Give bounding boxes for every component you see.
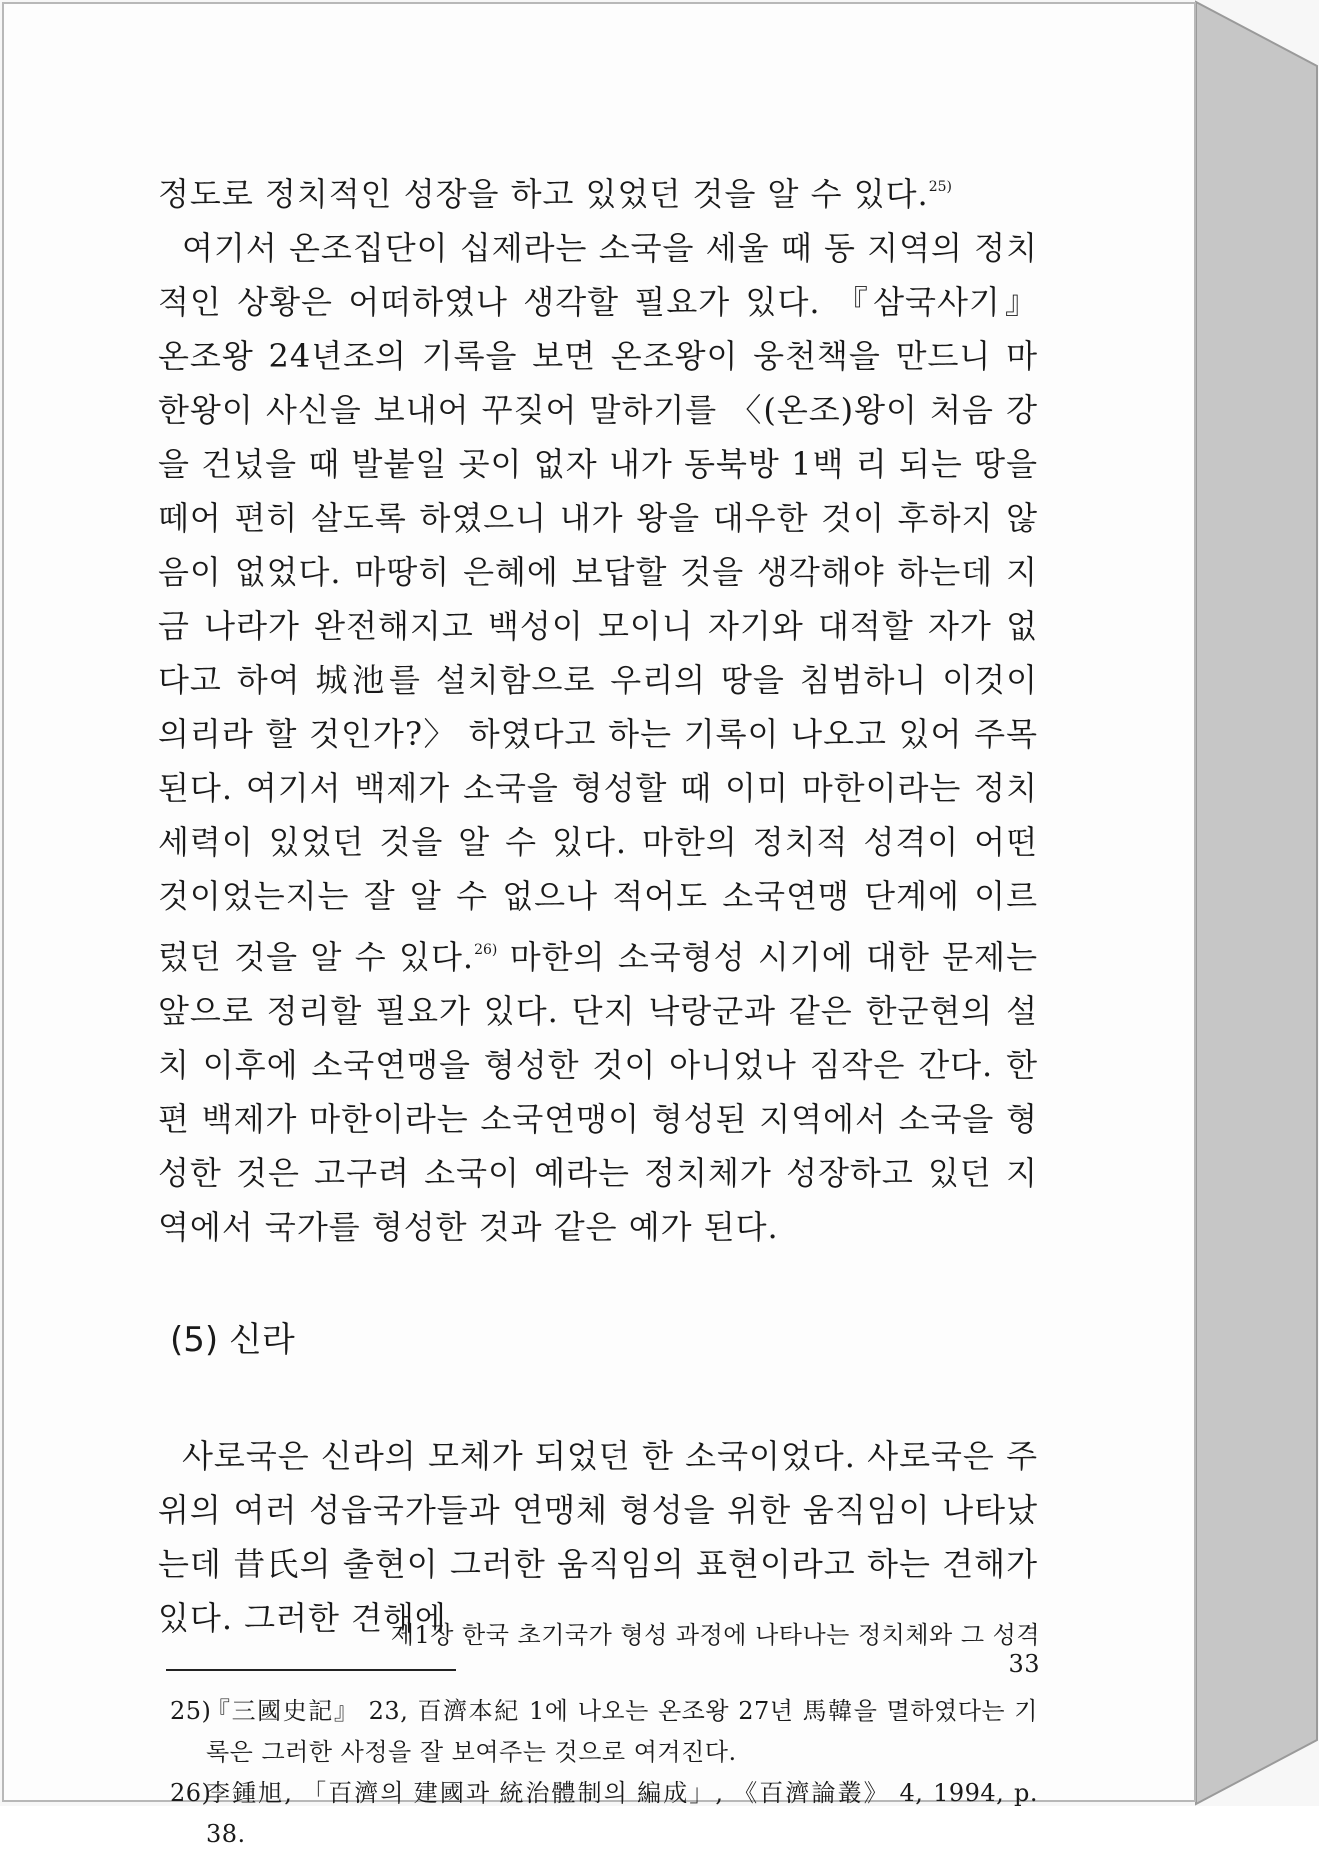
footnote-text: 李鍾旭, 「百濟의 建國과 統治體制의 編成」, 《百濟論叢》 4, 1994, p. 38.	[206, 1779, 1038, 1848]
paragraph-text: 정도로 정치적인 성장을 하고 있었던 것을 알 수 있다.	[158, 175, 929, 213]
footnote-number: 26)	[170, 1779, 212, 1807]
footnote-text: 『三國史記』 23, 百濟本紀 1에 나오는 온조왕 27년 馬韓을 멸하였다는 기록은 그러한 사정을 잘 보여주는 것으로 여겨진다.	[206, 1697, 1038, 1766]
chapter-title: 제1장 한국 초기국가 형성 과정에 나타나는 정치체와 그 성격	[390, 1621, 1040, 1649]
paragraph-1	[158, 160, 1038, 221]
footnotes	[158, 1691, 1038, 1855]
footnote-item	[158, 1691, 1038, 1773]
section-paragraph: 사로국은 신라의 모체가 되었던 한 소국이었다. 사로국은 주위의 여러 성읍국가들과 연맹체 형성을 위한 움직임이 나타났는데 昔氏의 출현이 그러한 움직임의 표현이라고 하는 견해가 있다. 그러한 견해에	[158, 1437, 1038, 1637]
paragraph-text-continued: 마한의 소국형성 시기에 대한 문제는 앞으로 정리할 필요가 있다. 단지 낙랑군과 같은 한군현의 설치 이후에 소국연맹을 형성한 것이 아니었나 짐작은 간다. 한편 백제가 마한이라는 소국연맹이 형성된 지역에서 소국을 형성한 것은 고구려 소국이 예라는 정치체가 성장하고 있던 지역에서 국가를 형성한 것과 같은 예가 된다.	[158, 938, 1039, 1246]
footnote-ref[interactable]: 26)	[474, 942, 498, 958]
page-number: 33	[1008, 1650, 1040, 1678]
running-footer	[340, 1615, 1040, 1678]
page-content	[158, 160, 1038, 1855]
section-heading: (5) 신라	[170, 1320, 295, 1360]
footnote-number: 25)	[170, 1697, 212, 1725]
paragraph-text: 여기서 온조집단이 십제라는 소국을 세울 때 동 지역의 정치적인 상황은 어떠하였나 생각할 필요가 있다. 『삼국사기』 온조왕 24년조의 기록을 보면 온조왕이 웅천책을 만드니 마한왕이 사신을 보내어 꾸짖어 말하기를 〈(온조)왕이 처음 강을 건넜을 때 발붙일 곳이 없자 내가 동북방 1백 리 되는 땅을 떼어 편히 살도록 하였으니 내가 왕을 대우한 것이 후하지 않음이 없었다. 마땅히 은혜에 보답할 것을 생각해야 하는데 지금 나라가 완전해지고 백성이 모이니 자기와 대적할 자가 없다고 하여 城池를 설치함으로 우리의 땅을 침범하니 이것이 의리라 할 것인가?〉 하였다고 하는 기록이 나오고 있어 주목된다. 여기서 백제가 소국을 형성할 때 이미 마한이라는 정치세력이 있었던 것을 알 수 있다. 마한의 정치적 성격이 어떤 것이었는지는 잘 알 수 없으나 적어도 소국연맹 단계에 이르렀던 것을 알 수 있다.	[158, 229, 1038, 976]
footnote-item	[158, 1773, 1038, 1855]
footnote-ref[interactable]: 25)	[928, 179, 952, 195]
paragraph-2	[158, 221, 1038, 1254]
